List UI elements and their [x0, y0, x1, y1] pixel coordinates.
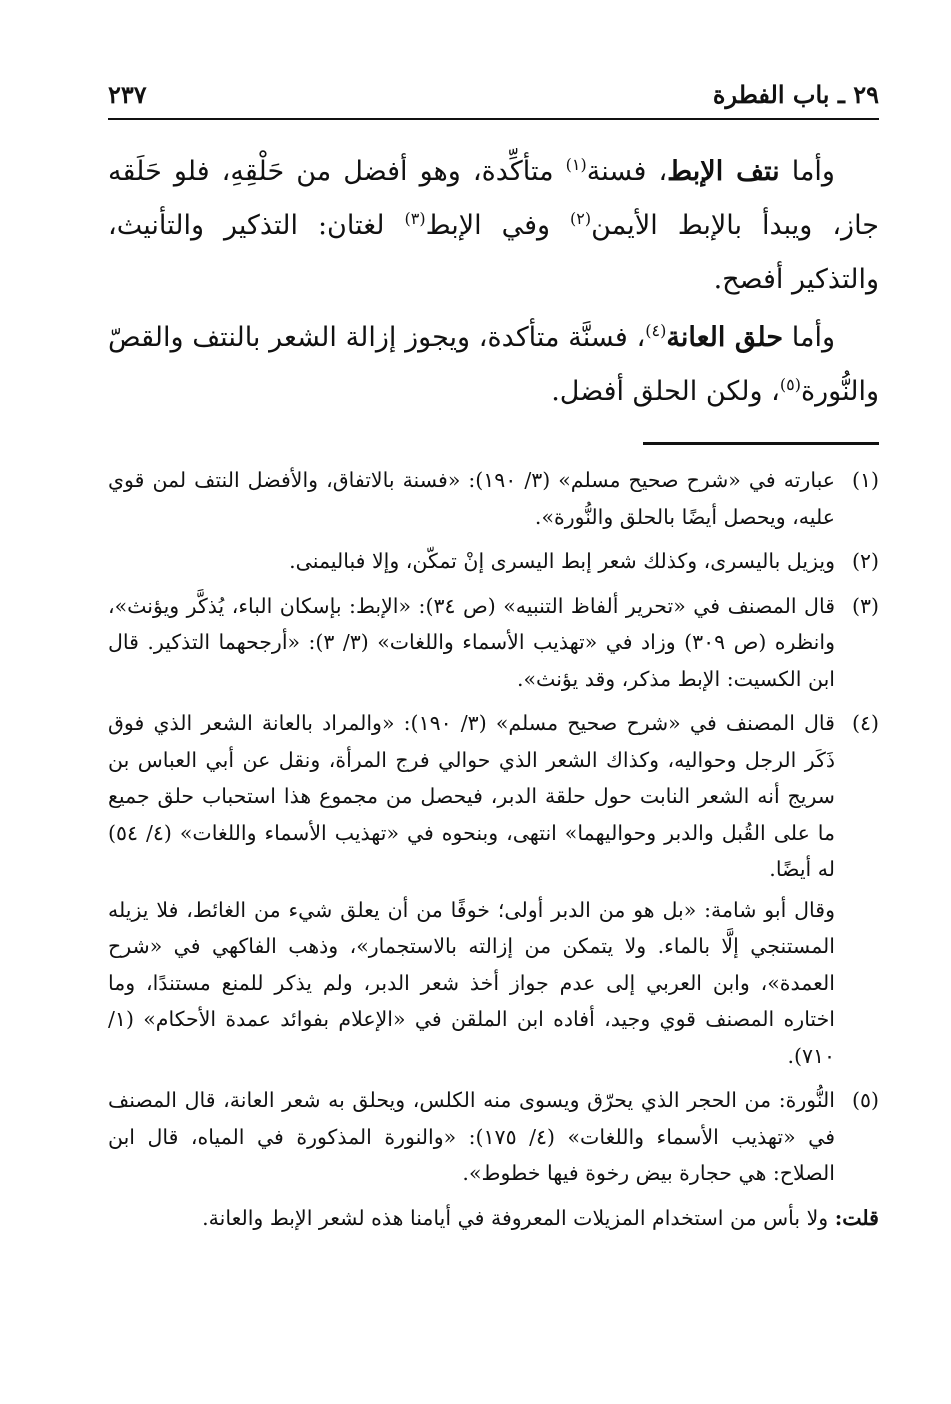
footnote-1 — [108, 462, 879, 539]
text-run: متأكِّدة، وهو أفضل من حَلْقِهِ، فلو حَلَقه جاز، ويبدأ بالإبط الأيمن — [108, 156, 879, 241]
footnote-marker-4: (٤) — [645, 321, 667, 340]
footnote-text: قال المصنف في «شرح صحيح مسلم» (٣/ ١٩٠): «والمراد بالعانة الشعر الذي فوق ذَكَر الرجل وحواليه، وكذاك الشعر الذي حوالي فرج المرأة، ونقل عن أبي العباس بن سريج أنه الشعر النابت حول حلقة الدبر، فيحصل من مجموع هذا استحباب حلق جميع ما على القُبل والدبر وحواليهما» انتهى، وبنحوه في «تهذيب الأسماء واللغات» (٤/ ٥٤) له أيضًا. — [108, 711, 835, 881]
footnote-text: قال المصنف في «تحرير ألفاظ التنبيه» (ص ٣٤): «الإبط: بإسكان الباء، يُذكَّر ويؤنث»، وانظره (ص ٣٠٩) وزاد في «تهذيب الأسماء واللغات» (٣/ ٣): «أرجحهما التذكير. قال ابن الكسيت: الإبط مذكر، وقد يؤنث». — [108, 593, 835, 691]
text-run: لغتان: التذكير والتأنيث، والتذكير أفصح. — [108, 210, 879, 295]
text-run: وفي الإبط — [425, 210, 571, 241]
footnote-text: ويزيل باليسرى، وكذلك شعر إبط اليسرى إنْ تمكّن، وإلا فباليمنى. — [289, 549, 835, 573]
footnote-divider — [643, 442, 879, 445]
text-run: وأما — [783, 322, 835, 353]
paragraph-armpit — [108, 145, 879, 307]
footnote-number: (٥) — [851, 1088, 879, 1112]
footnote-marker-3: (٣) — [404, 209, 426, 228]
chapter-title: ٢٩ ـ باب الفطرة — [712, 80, 879, 109]
footnote-number: (١) — [851, 468, 879, 492]
text-run: ، ولكن الحلق أفضل. — [551, 376, 780, 407]
text-run: ، فسنة — [586, 156, 668, 187]
footnote-body — [108, 1082, 835, 1196]
footnote-marker-2: (٢) — [570, 209, 592, 228]
footnote-number: (٢) — [851, 549, 879, 573]
editor-note-body — [108, 1200, 879, 1241]
main-text — [108, 145, 879, 423]
footnotes — [108, 462, 879, 1244]
paragraph-pubic-hair — [108, 311, 879, 419]
footnote-text: وقال أبو شامة: «بل هو من الدبر أولى؛ خوفًا من أن يعلق شيء من الغائط، فلا يزيله المستنجي إلَّا بالماء. ولا يتمكن من إزالته بالاستجمار»، وذهب الفاكهي في «شرح العمدة»، وابن العربي إلى عدم جواز أخذ شعر الدبر، ولم يذكر للمنع مستندًا، وما اختاره المصنف قوي وجيد، أفاده ابن الملقن في «الإعلام بفوائد عمدة الأحكام» (١/ ٧١٠). — [108, 897, 835, 1068]
footnote-body — [108, 588, 835, 702]
text-run: ، فسنَّة متأكدة، ويجوز إزالة الشعر بالنتف والقصّ والنُّورة — [108, 322, 879, 407]
footnote-2 — [108, 543, 879, 584]
term-armpit-plucking: نتف الإبط — [667, 156, 780, 187]
footnote-body — [108, 705, 835, 1078]
footnote-5 — [108, 1082, 879, 1196]
term-pubic-shaving: حلق العانة — [666, 322, 784, 353]
footnote-marker-5: (٥) — [779, 375, 801, 394]
footnote-text: النُّورة: من الحجر الذي يحرّق ويسوى منه الكلس، ويحلق به شعر العانة، قال المصنف في «تهذيب الأسماء واللغات» (٤/ ١٧٥): «والنورة المذكورة في المياه، قال ابن الصلاح: هي حجارة بيض رخوة فيها خطوط». — [108, 1088, 835, 1185]
footnote-text: عبارته في «شرح صحيح مسلم» (٣/ ١٩٠): «فسنة بالاتفاق، والأفضل النتف لمن قوي عليه، ويحصل أيضًا بالحلق والنُّورة». — [108, 468, 835, 529]
editor-note-label: قلت: — [834, 1205, 879, 1230]
footnote-number: (٤) — [851, 711, 879, 735]
editor-note-text — [108, 1200, 879, 1237]
footnote-4 — [108, 705, 879, 1078]
text-run: ولا بأس من استخدام المزيلات المعروفة في أيامنا هذه لشعر الإبط والعانة. — [202, 1205, 835, 1230]
footnote-3 — [108, 588, 879, 702]
text-run: وأما — [779, 156, 835, 187]
running-header — [108, 80, 879, 120]
page-number: ٢٣٧ — [108, 80, 147, 109]
editor-note — [108, 1200, 879, 1241]
footnote-marker-1: (١) — [565, 155, 587, 174]
footnote-body — [108, 462, 835, 539]
footnote-body — [108, 543, 835, 584]
footnote-number: (٣) — [851, 593, 879, 618]
